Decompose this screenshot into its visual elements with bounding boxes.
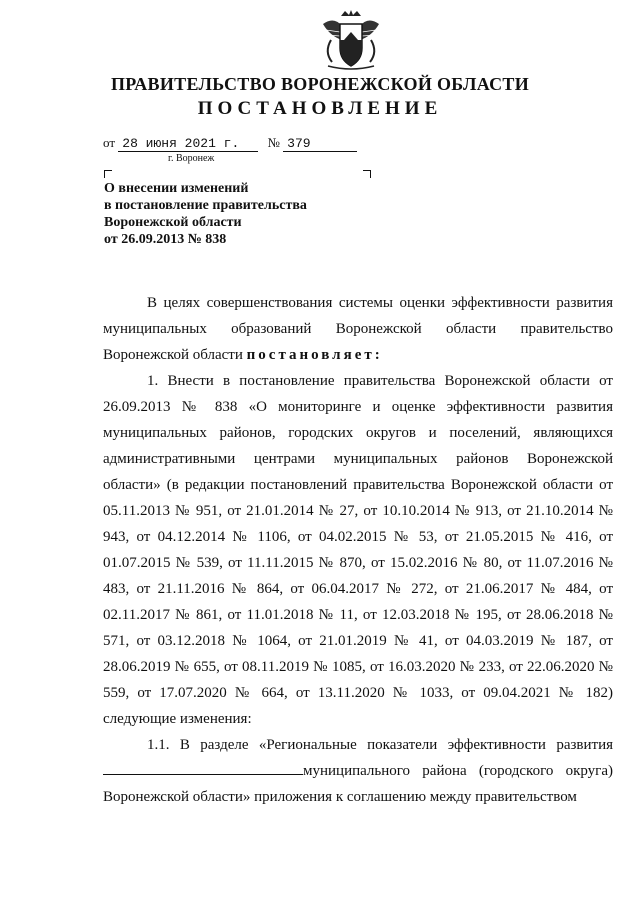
organization-title: ПРАВИТЕЛЬСТВО ВОРОНЕЖСКОЙ ОБЛАСТИ (110, 74, 530, 94)
resolves-word: постановляет: (246, 347, 383, 363)
preamble-text: В целях совершенствования системы оценки эффективности развития муниципальных образований Воронежской области правительство Воронежской области (103, 295, 613, 363)
subject-line: О внесении изменений (104, 181, 249, 196)
paragraph-item-1-1 (103, 732, 613, 810)
city-label: г. Воронеж (168, 153, 215, 164)
corner-mark-left (104, 170, 112, 178)
document-subject (104, 180, 404, 248)
date-label: от (103, 135, 116, 150)
date-value: 28 июня 2021 г. (118, 137, 258, 152)
coat-of-arms-icon (318, 10, 384, 72)
subject-line: Воронежской области (104, 215, 242, 230)
blank-line (103, 760, 303, 775)
date-number-line (103, 135, 357, 152)
number-value: 379 (283, 137, 357, 152)
subject-line: в постановление правительства (104, 198, 307, 213)
document-body (103, 290, 613, 810)
document-type: ПОСТАНОВЛЕНИЕ (197, 98, 443, 119)
paragraph-item-1: 1. Внести в постановление правительства Воронежской области от 26.09.2013 № 838 «О мониторинге и оценке эффективности развития муниципальных районов, городских округов и поселений, являющихся административными центрами муниципальных районов Воронежской области» (в редакции постановлений правительства Воронежской области от 05.11.2013 № 951, от 21.01.2014 № 27, от 10.10.2014 № 913, от 21.10.2014 № 943, от 04.12.2014 № 1106, от 04.02.2015 № 53, от 21.05.2015 № 416, от 01.07.2015 № 539, от 11.11.2015 № 870, от 15.02.2016 № 80, от 11.07.2016 № 483, от 21.11.2016 № 864, от 06.04.2017 № 272, от 21.06.2017 № 484, от 02.11.2017 № 861, от 11.01.2018 № 11, от 12.03.2018 № 195, от 28.06.2018 № 571, от 03.12.2018 № 1064, от 21.01.2019 № 41, от 04.03.2019 № 187, от 28.06.2019 № 655, от 08.11.2019 № 1085, от 16.03.2020 № 233, от 22.06.2020 № 559, от 17.07.2020 № 664, от 13.11.2020 № 1033, от 09.04.2021 № 182) следующие изменения: (103, 373, 613, 727)
corner-mark-right (363, 170, 371, 178)
item-1-1-end: муниципального района (городского округа) Воронежской области» приложения к соглашению между правительством (103, 763, 613, 805)
paragraph-preamble (103, 290, 613, 368)
subject-line: от 26.09.2013 № 838 (104, 232, 227, 247)
item-1-1-start: 1.1. В разделе «Региональные показатели эффективности развития (147, 737, 613, 753)
number-label: № (267, 135, 280, 150)
